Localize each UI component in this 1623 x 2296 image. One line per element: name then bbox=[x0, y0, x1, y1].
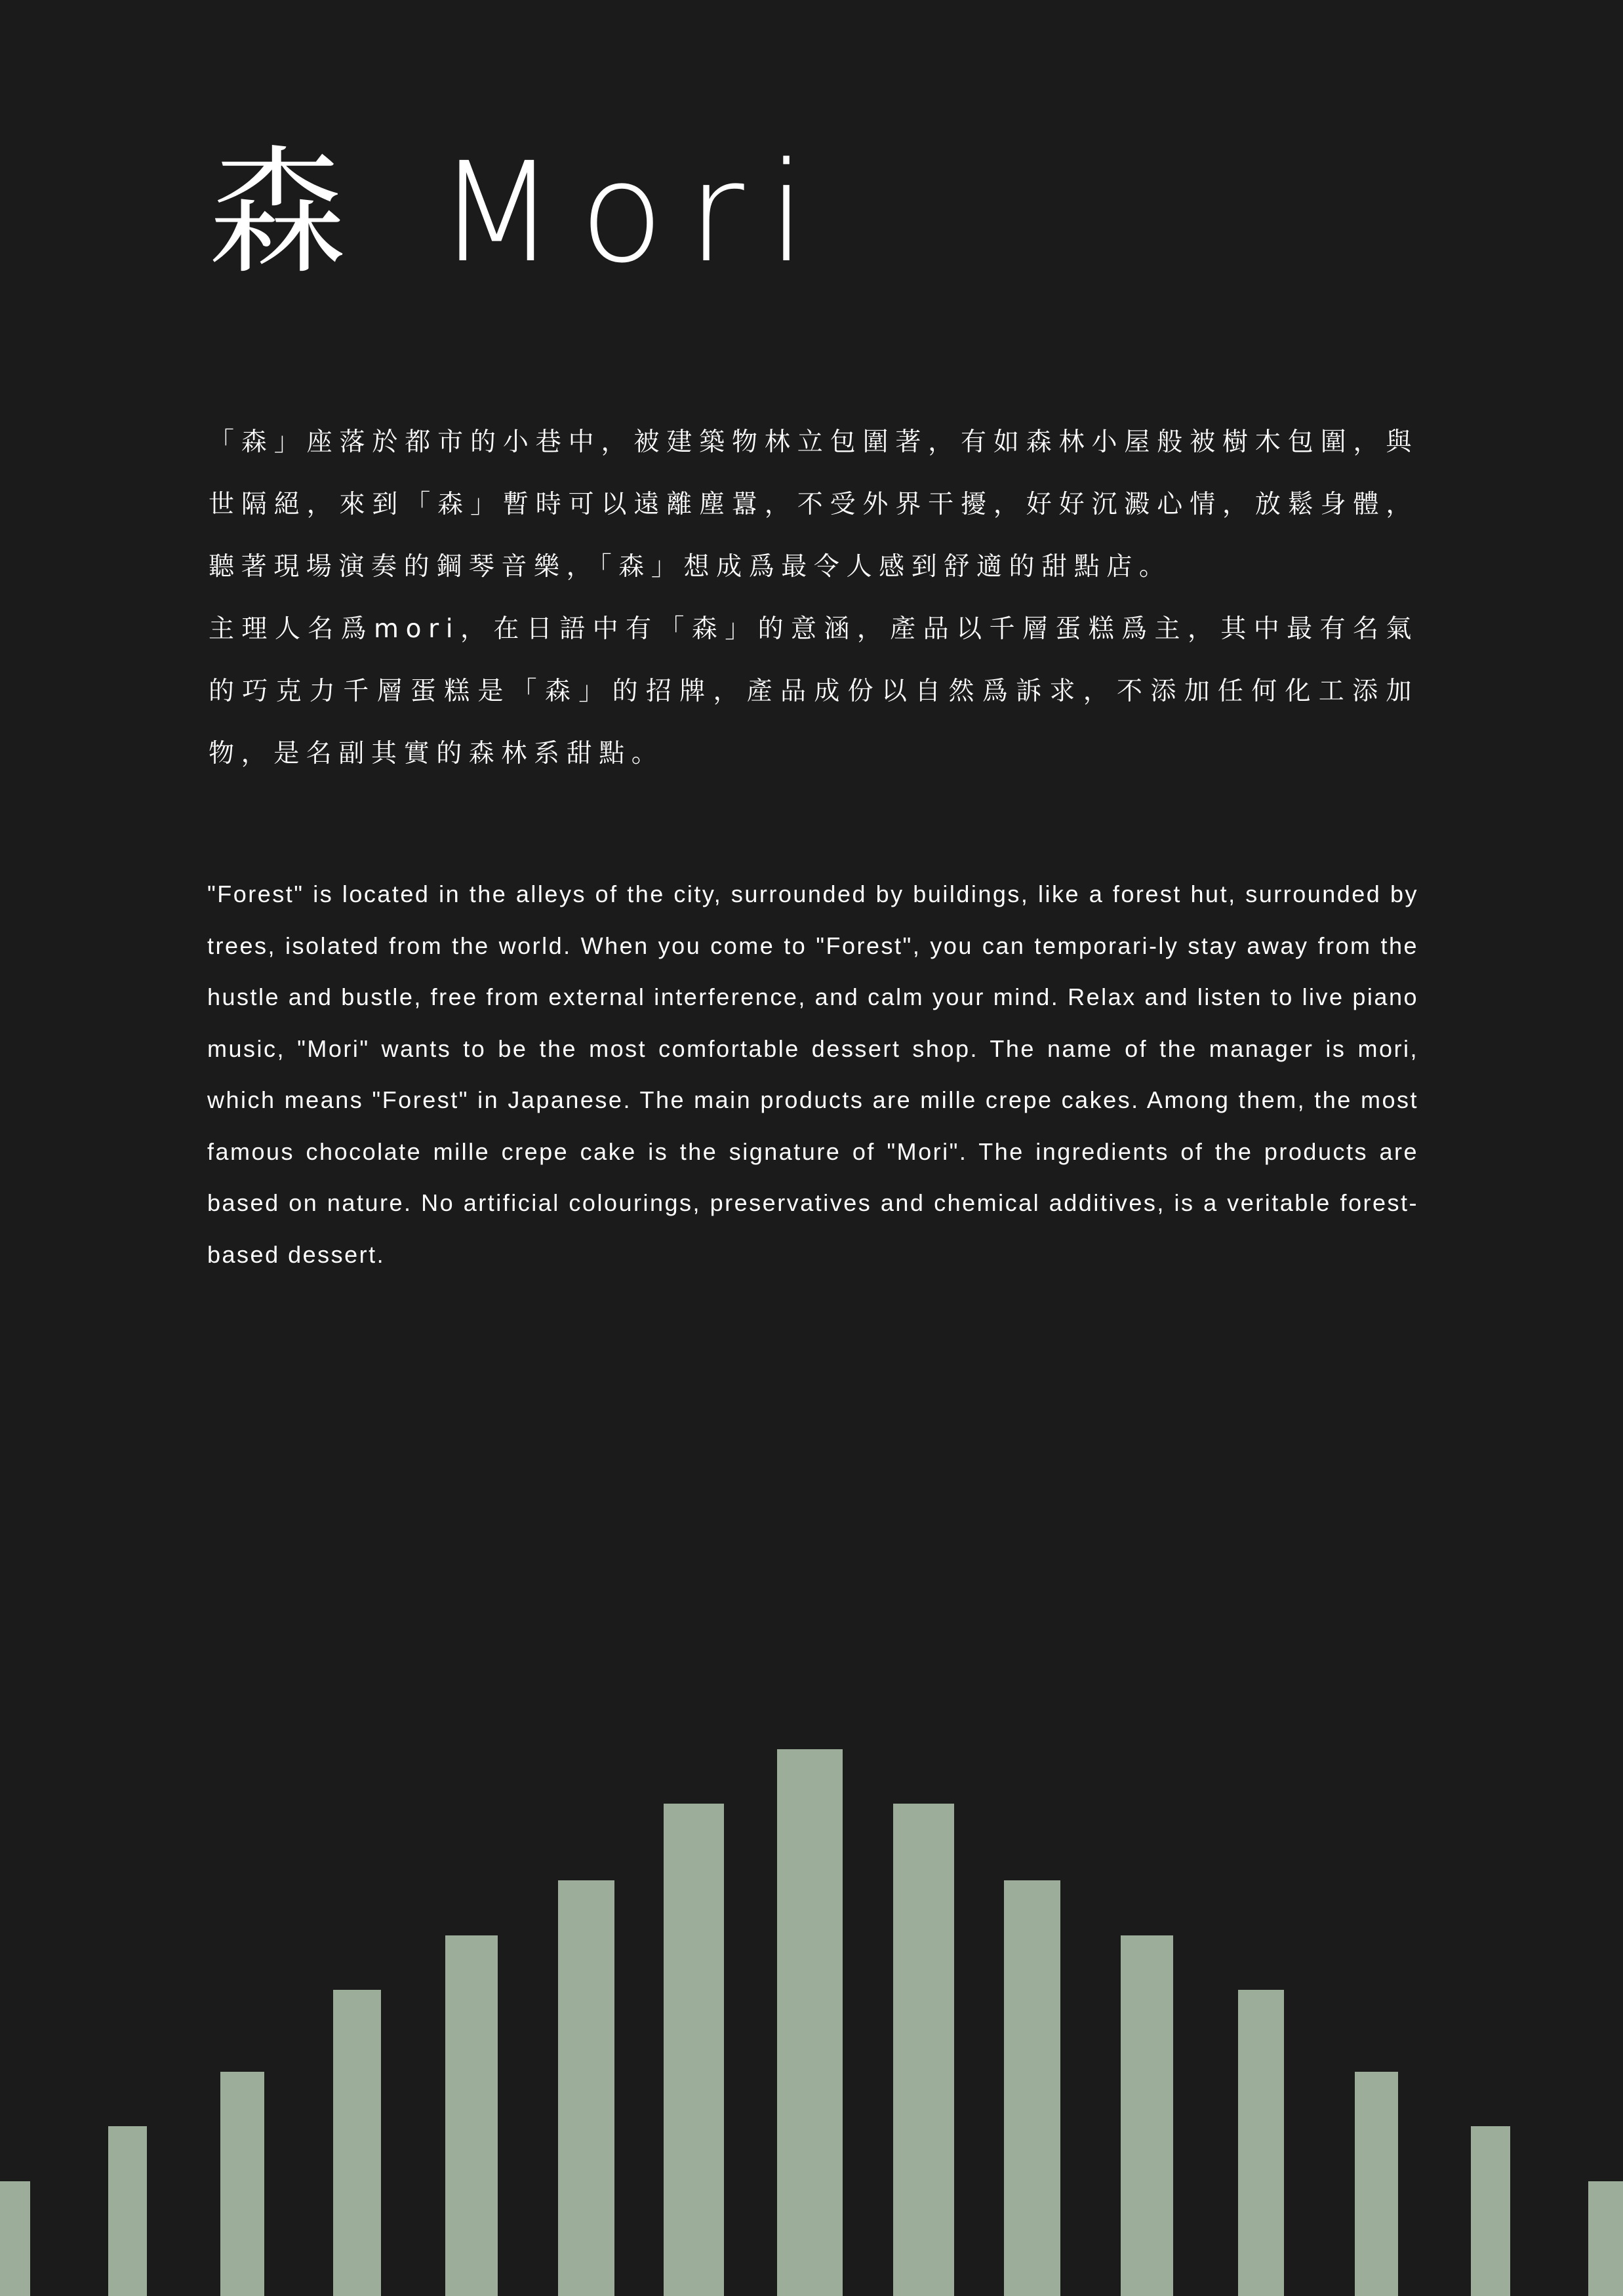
decor-bar-2 bbox=[108, 2126, 147, 2296]
intro-chinese bbox=[209, 411, 1418, 785]
decor-bar-8 bbox=[777, 1749, 843, 2296]
page-title: 森 Mori bbox=[209, 132, 830, 293]
decor-bar-6 bbox=[558, 1880, 614, 2296]
intro-chinese-paragraph-1: 「森」座落於都市的小巷中，被建築物林立包圍著，有如森林小屋般被樹木包圍，與世隔絕，來到「森」暫時可以遠離塵囂，不受外界干擾，好好沉澱心情，放鬆身體，聽著現場演奏的鋼琴音樂，「森」想成爲最令人感到舒適的甜點店。 bbox=[209, 427, 1418, 582]
decor-bar-7 bbox=[664, 1804, 724, 2296]
decor-bar-13 bbox=[1355, 2072, 1398, 2296]
decor-bar-15 bbox=[1588, 2181, 1623, 2296]
decor-bar-9 bbox=[893, 1804, 954, 2296]
decor-bar-4 bbox=[333, 1990, 381, 2296]
decor-bar-10 bbox=[1004, 1880, 1060, 2296]
decor-bar-14 bbox=[1471, 2126, 1510, 2296]
decor-bar-12 bbox=[1238, 1990, 1284, 2296]
decor-bar-1 bbox=[0, 2181, 30, 2296]
decor-bar-3 bbox=[220, 2072, 264, 2296]
intro-english: "Forest" is located in the alleys of the city, surrounded by buildings, like a forest hut, surrounded by trees, isolated from the world. When you come to "Forest", you can temporari-ly stay away from the hustle and bustle, free from external interference, and calm your mind. Relax and listen to live piano music, "Mori" wants to be the most comfortable dessert shop. The name of the manager is mori, which means "Forest" in Japanese. The main products are mille crepe cakes. Among them, the most famous chocolate mille crepe cake is the signature of "Mori". The ingredients of the products are based on nature. No artificial colourings, preservatives and chemical additives, is a veritable forest-based dessert. bbox=[207, 881, 1418, 1268]
decor-bar-5 bbox=[445, 1935, 498, 2296]
decor-bar-11 bbox=[1121, 1935, 1173, 2296]
intro-chinese-paragraph-2: 主理人名爲mori，在日語中有「森」的意涵，產品以千層蛋糕爲主，其中最有名氣的巧克力千層蛋糕是「森」的招牌，產品成份以自然爲訴求，不添加任何化工添加物，是名副其實的森林系甜點。 bbox=[209, 614, 1418, 768]
